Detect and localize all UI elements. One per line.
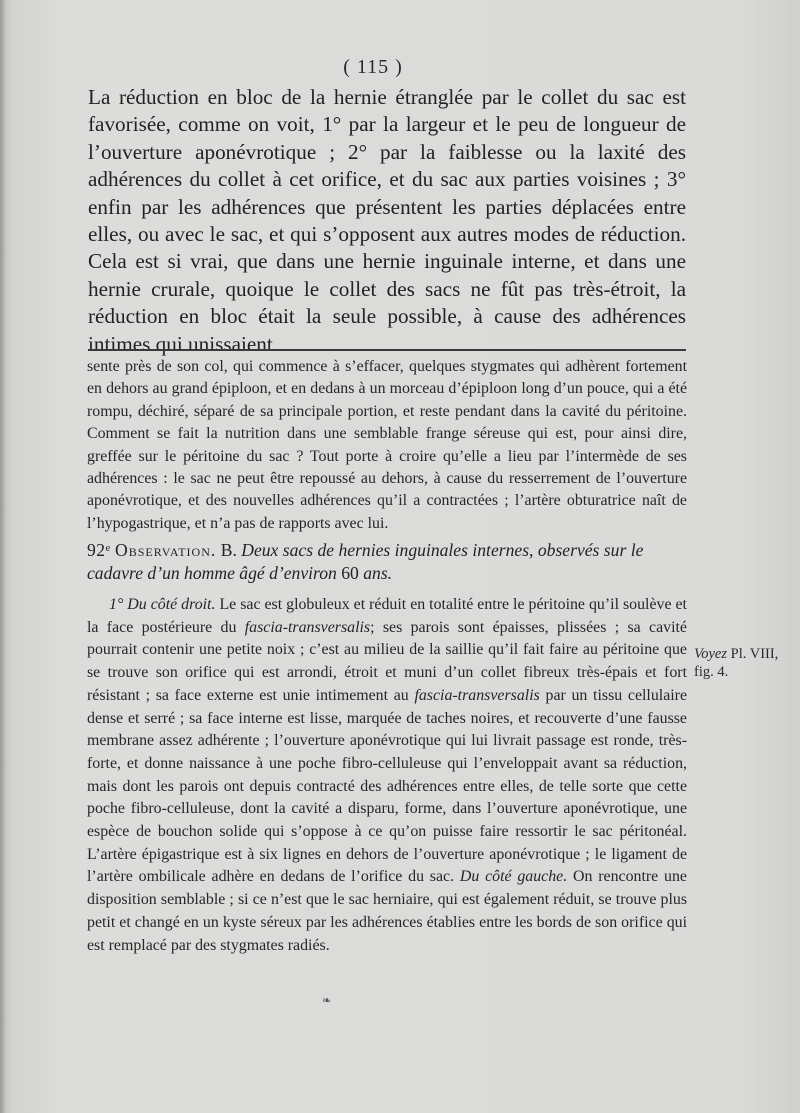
margin-reference	[694, 645, 800, 681]
observation-title: Deux sacs de hernies inguinales internes, observés sur le cadavre d’un homme âgé d’environ	[87, 540, 644, 583]
observation-body	[87, 594, 687, 957]
page-number: ( 115 )	[343, 56, 403, 78]
margin-figure: fig. 4.	[694, 664, 729, 680]
main-paragraph: La réduction en bloc de la hernie étranglée par le collet du sac est favorisée, comme on voit, 1° par la largeur et le peu de longueur de l’ouverture aponévrotique ; 2° par la faiblesse ou la laxité des adhérences du collet à cet orifice, et du sac aux parties voisines ; 3° enfin par les adhérences que présentent les parties déplacées entre elles, ou avec le sac, et qui s’opposent aux autres modes de réduction. Cela est si vrai, que dans une hernie inguinale interne, et dans une hernie crurale, quoique le collet des sacs ne fût pas très-étroit, la réduction en bloc était la seule possible, à cause des adhérences intimes qui unissaient	[88, 85, 686, 356]
right-side-text-2: ; ses parois sont épaisses, plissées ; sa cavité pourrait contenir une petite noix ; c’est au milieu de la saillie qu’il fait faire au péritoine que se trouve son orifice qui est arrondi, étroit et muni d’un collet fibreux très-épais et fort résistant ; sa face externe est unie intimement au	[87, 618, 687, 704]
footnote-divider	[88, 349, 686, 351]
observation-paragraph	[87, 594, 687, 957]
right-side-text: Le sac est globuleux et réduit en totalité entre le péritoine qu’il soulève et la face postérieure du	[87, 596, 687, 636]
page-edge-shadow	[0, 0, 6, 1113]
fascia-term-1: fascia-transversalis	[244, 618, 371, 636]
footnote-continuation	[87, 356, 687, 535]
footnote-paragraph: sente près de son col, qui commence à s’effacer, quelques stygmates qui adhèrent fortement en dehors au grand épiploon, et en dedans à un morceau d’épiploon long d’un pouce, qui a été rompu, déchiré, séparé de sa principale portion, et reste pendant dans la cavité du péritoine. Comment se fait la nutrition dans une semblable frange séreuse qui est, pour ainsi dire, greffée sur le péritoine du sac ? Tout porte à croire qu’elle a lieu par l’intermède de ses adhérences : le sac ne peut être repoussé au dehors, à cause du resserrement de l’ouverture aponévrotique, et des nouvelles adhérences qu’il a contractées ; l’artère obturatrice naît de l’hypogastrique, et n’a pas de rapports avec lui.	[87, 358, 687, 532]
margin-plate: Pl. VIII,	[730, 646, 779, 662]
left-side-text: On rencontre une disposition semblable ; si ce n’est que le sac herniaire, qui est également réduit, se trouve plus petit et changé en un kyste séreux par les adhérences établies entre les bords de son orifice qui est remplacé par des stygmates radiés.	[87, 868, 687, 954]
observation-label: Observation.	[115, 540, 217, 560]
observation-age-unit: ans.	[363, 563, 393, 583]
margin-voyez: Voyez	[694, 646, 728, 662]
left-side-label: Du côté gauche.	[459, 868, 568, 886]
right-side-label: 1° Du côté droit.	[109, 596, 216, 613]
fascia-term-2: fascia-transversalis	[414, 686, 540, 704]
main-body-text	[88, 84, 686, 358]
observation-heading	[87, 539, 687, 585]
observation-letter: B.	[220, 540, 237, 560]
observation-number: 92ᵉ	[87, 540, 111, 560]
right-side-text-3: par un tissu cellulaire dense et serré ; sa face interne est lisse, marquée de taches noires, et recouverte d’une fausse membrane assez adhérente ; l’ouverture aponévrotique qui lui livrait passage est ronde, très-forte, et donne naissance à une poche fibro-celluleuse qui l’enveloppait avant sa réduction, mais dont les parois ont depuis contracté des adhérences entre elles, de telle sorte que cette poche fibro-celluleuse, dont la cavité a disparu, forme, dans l’ouverture aponévrotique, une espèce de bouchon solide qui s’oppose à ce qu’on puisse faire ressortir le sac péritonéal. L’artère épigastrique est à six lignes en dehors de l’ouverture aponévrotique ; le ligament de l’artère ombilicale adhère en dedans de l’orifice du sac.	[87, 686, 688, 886]
printer-mark-icon: ❧	[322, 995, 332, 1007]
observation-age-value: 60	[341, 563, 359, 583]
